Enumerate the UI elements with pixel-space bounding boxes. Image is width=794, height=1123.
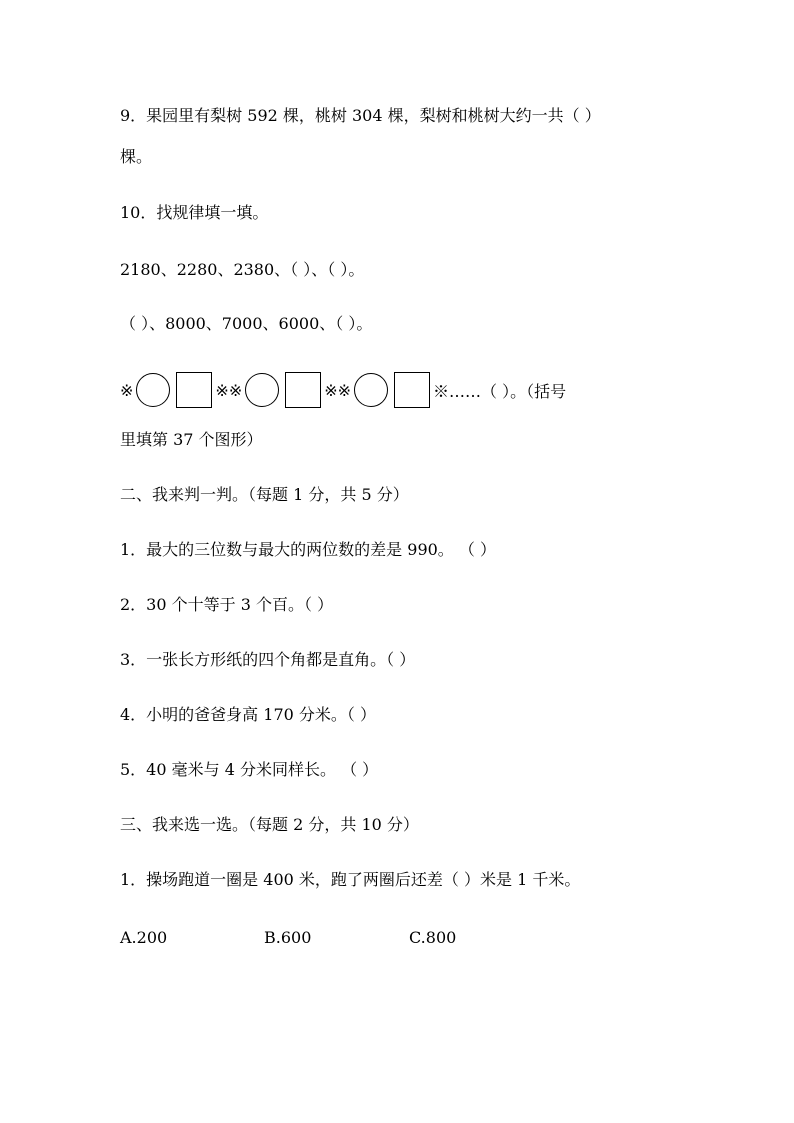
section-3-heading: 三、我来选一选。（每题 2 分，共 10 分） bbox=[120, 815, 419, 834]
square-shape-icon bbox=[394, 372, 430, 408]
judge-item-5: 5．40 毫米与 4 分米同样长。 （ ） bbox=[120, 760, 379, 779]
choice-option-a: A.200 bbox=[120, 928, 168, 947]
judge-item-3: 3．一张长方形纸的四个角都是直角。（ ） bbox=[120, 650, 416, 669]
shape-pattern-row bbox=[120, 370, 566, 410]
reference-mark-symbol: ※ bbox=[120, 380, 134, 400]
choice-option-c: C.800 bbox=[409, 928, 457, 947]
circle-shape-icon bbox=[245, 373, 279, 407]
judge-item-2: 2．30 个十等于 3 个百。（ ） bbox=[120, 595, 334, 614]
circle-shape-icon bbox=[354, 373, 388, 407]
judge-item-1: 1．最大的三位数与最大的两位数的差是 990。 （ ） bbox=[120, 540, 496, 559]
shape-pattern-tail: ※……（ ）。（括号 bbox=[433, 381, 567, 401]
shape-pattern-note: 里填第 37 个图形） bbox=[120, 430, 263, 449]
section-2-heading: 二、我来判一判。（每题 1 分，共 5 分） bbox=[120, 485, 409, 504]
choice-option-b: B.600 bbox=[264, 928, 312, 947]
reference-mark-symbol: ※※ bbox=[215, 380, 243, 400]
reference-mark-symbol: ※※ bbox=[324, 380, 352, 400]
choice-item-1: 1．操场跑道一圈是 400 米，跑了两圈后还差（ ）米是 1 千米。 bbox=[120, 870, 581, 889]
pattern-sequence-1: 2180、2280、2380、（ ）、（ ）。 bbox=[120, 260, 365, 279]
judge-item-4: 4．小明的爸爸身高 170 分米。（ ） bbox=[120, 705, 376, 724]
pattern-sequence-2: （ ）、8000、7000、6000、（ ）。 bbox=[120, 314, 373, 333]
circle-shape-icon bbox=[136, 373, 170, 407]
square-shape-icon bbox=[176, 372, 212, 408]
question-9-line-2: 棵。 bbox=[120, 147, 153, 166]
question-9-line-1: 9．果园里有梨树 592 棵，桃树 304 棵，梨树和桃树大约一共（ ） bbox=[120, 106, 601, 125]
question-10-title: 10．找规律填一填。 bbox=[120, 203, 269, 222]
square-shape-icon bbox=[285, 372, 321, 408]
